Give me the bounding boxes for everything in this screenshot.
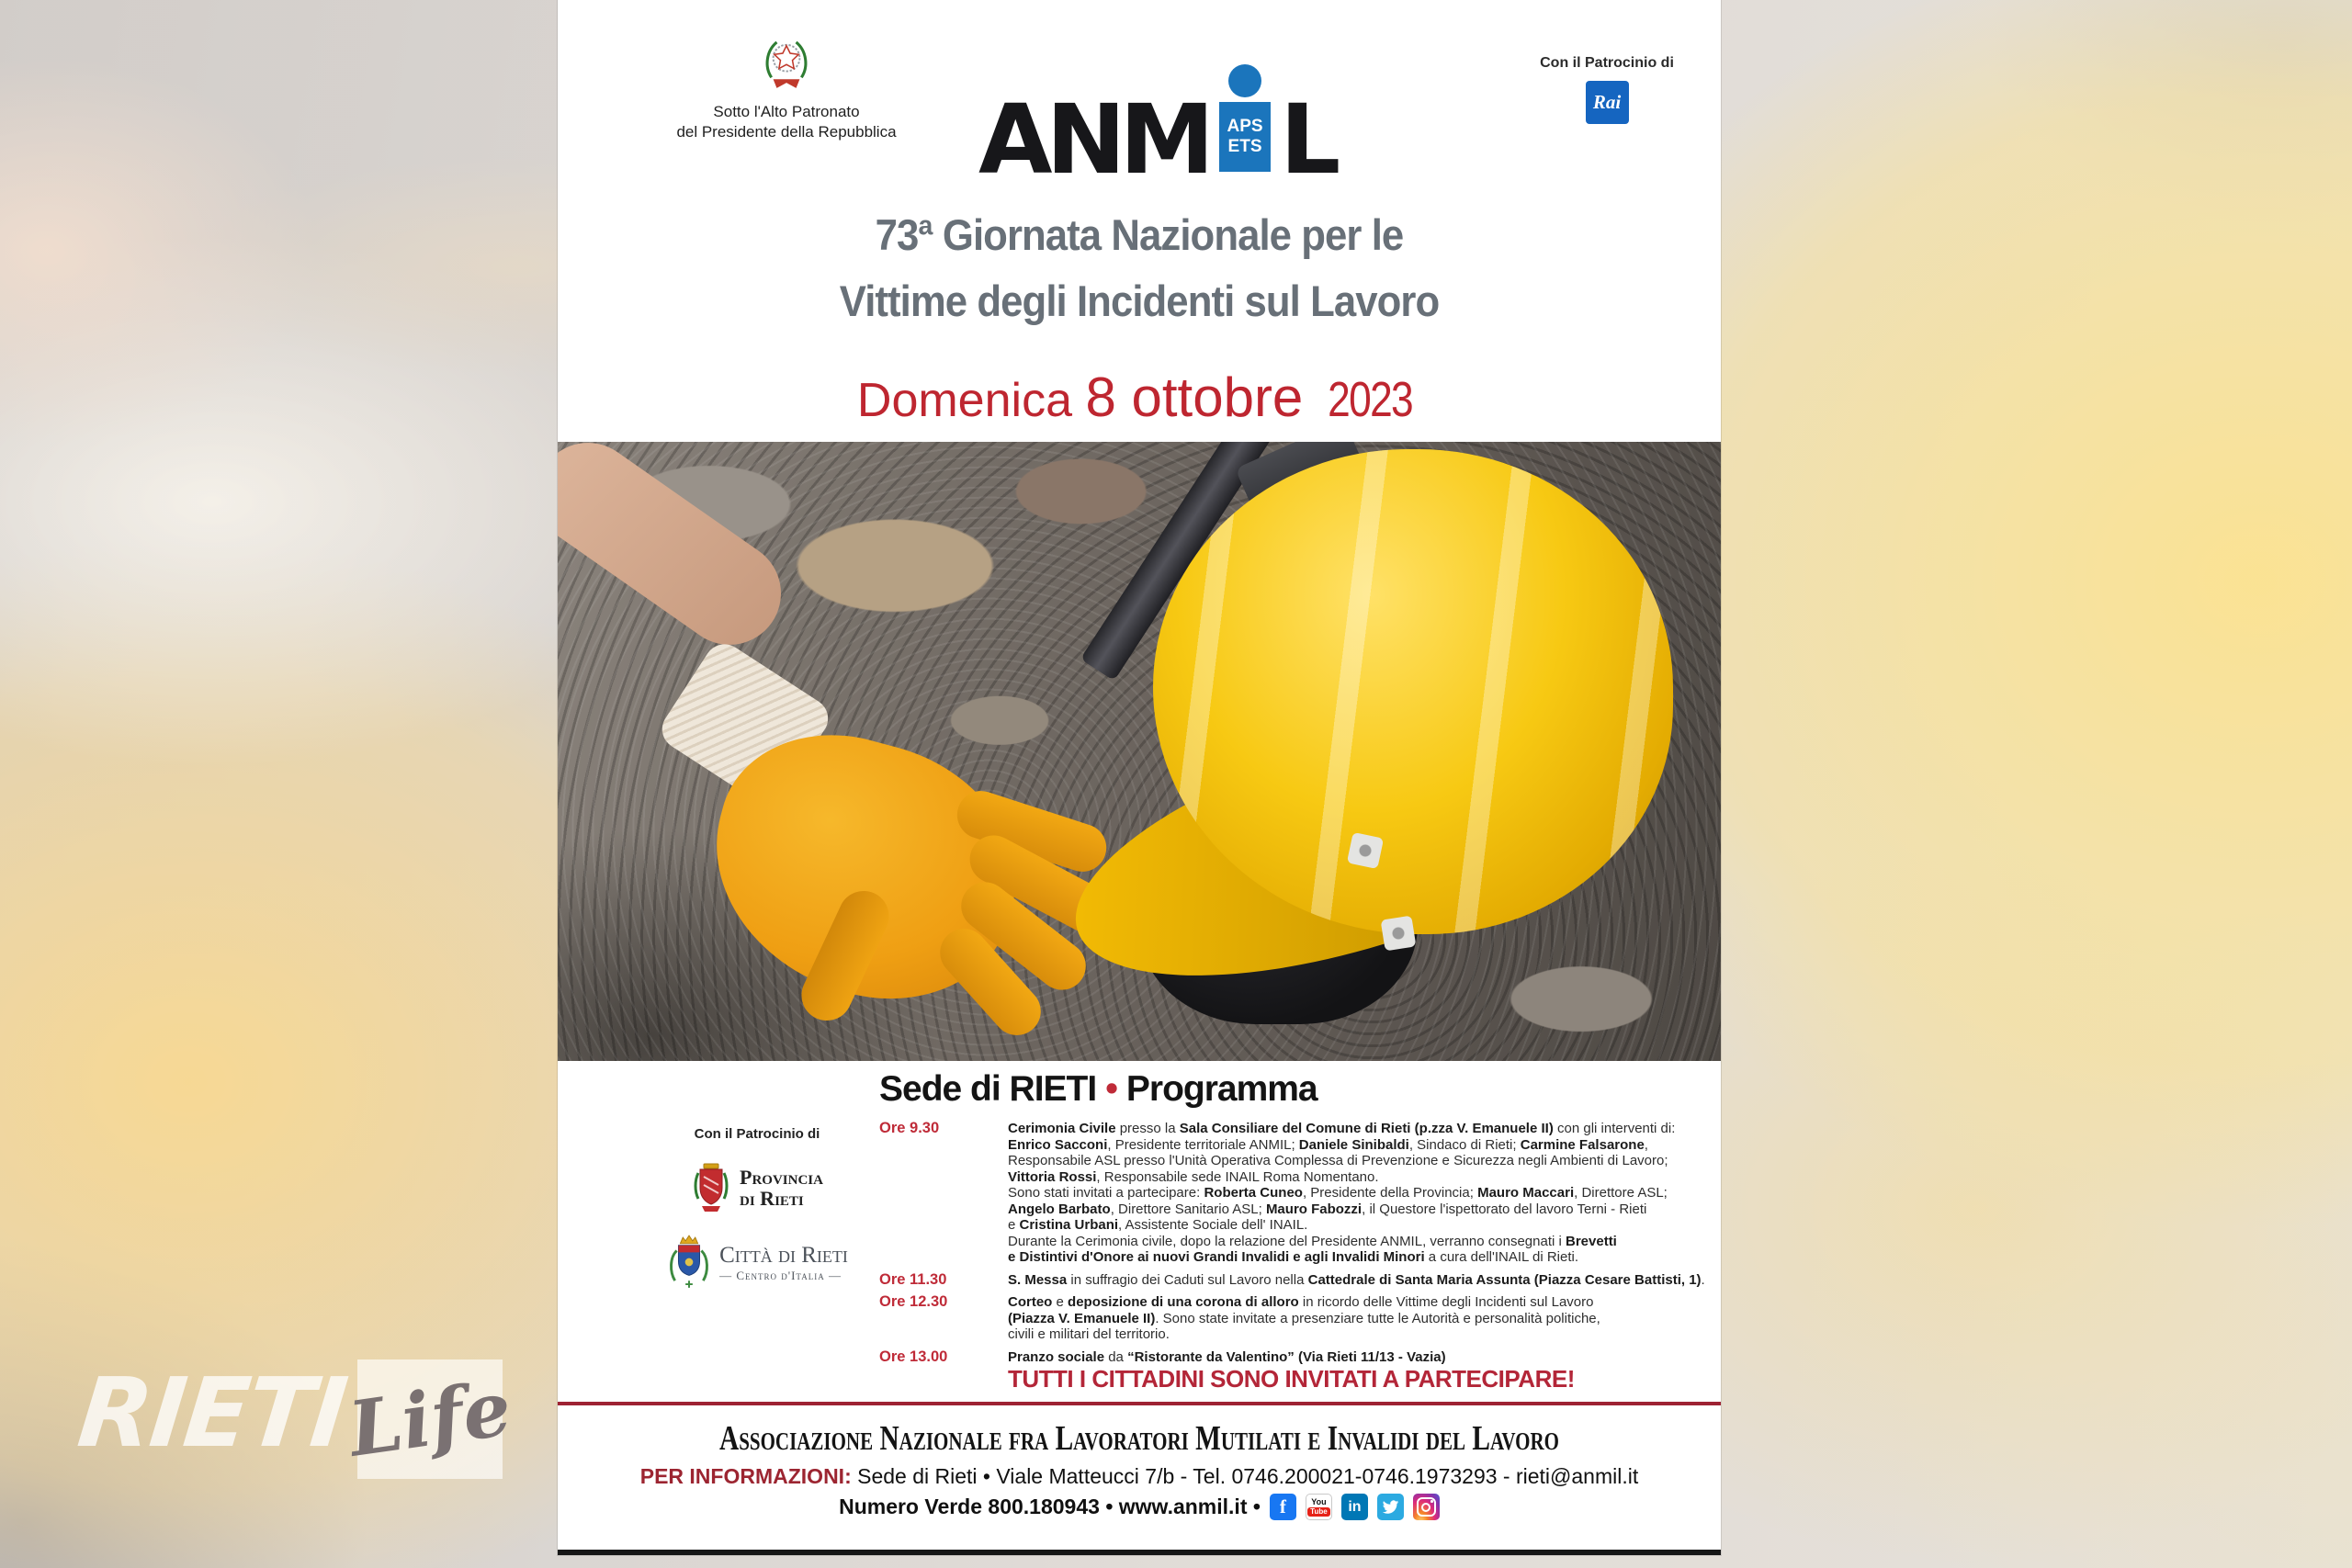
provincia-di-rieti-logo <box>642 1162 872 1213</box>
program-time: Ore 13.00 <box>879 1348 948 1365</box>
program-time: Ore 9.30 <box>879 1120 940 1136</box>
citta-name-text: Città di Rieti <box>719 1242 848 1268</box>
event-date <box>558 366 1721 429</box>
provincia-name-line2: di Rieti <box>740 1187 804 1210</box>
anmil-logo-i-figure <box>1219 64 1271 172</box>
linkedin-icon: in <box>1341 1494 1368 1520</box>
green-number-text: Numero Verde 800.180943 • www.anmil.it • <box>839 1495 1261 1518</box>
rai-patronage-label: Con il Patrocinio di <box>1540 55 1674 71</box>
twitter-icon <box>1377 1494 1404 1520</box>
program-time: Ore 12.30 <box>879 1293 948 1310</box>
program-description <box>1008 1272 1705 1289</box>
local-patronage-label: Con il Patrocinio di <box>694 1126 820 1142</box>
heading-bullet: • <box>1105 1069 1117 1109</box>
aps-label: APS <box>1227 117 1263 137</box>
helmet-strap-clip <box>1381 916 1417 952</box>
poster-bottom-border <box>558 1550 1721 1555</box>
program-line: e Distintivi d'Onore ai nuovi Grandi Invalidi e agli Invalidi Minori a cura dell'INAIL di Rieti. <box>1008 1249 1579 1265</box>
anmil-logo-anm: ANM <box>978 84 1209 196</box>
program-schedule <box>879 1120 1705 1393</box>
anmil-logo <box>978 64 1335 196</box>
program-line: Sono stati invitati a partecipare: Roberta Cuneo, Presidente della Provincia; Mauro Maccari, Direttore ASL; <box>1008 1185 1668 1201</box>
presidential-patronage <box>676 35 897 143</box>
rai-logo-text: Rai <box>1592 91 1622 113</box>
event-date-year: 2023 <box>1328 372 1413 427</box>
program-time: Ore 11.30 <box>879 1270 947 1288</box>
watermark-life-text: Life <box>344 1364 517 1474</box>
arm-illustration <box>558 442 801 665</box>
program-description <box>1008 1349 1446 1366</box>
anmil-logo-aps-ets-badge <box>1219 102 1271 172</box>
program-line: Durante la Cerimonia civile, dopo la relazione del Presidente ANMIL, verranno consegnati i Brevetti <box>1008 1233 1617 1249</box>
provincia-shield-icon <box>691 1162 731 1213</box>
program-row <box>879 1270 1705 1289</box>
citta-subtitle: — Centro d'Italia — <box>719 1268 842 1282</box>
program-line: Vittoria Rossi, Responsabile sede INAIL Roma Nomentano. <box>1008 1168 1379 1185</box>
anmil-logo-l: L <box>1280 84 1335 196</box>
anmil-logo-dot <box>1228 64 1261 97</box>
rai-patronage <box>1515 55 1699 124</box>
patronage-line2: del Presidente della Repubblica <box>676 123 897 141</box>
citta-name <box>719 1244 848 1281</box>
patronage-text <box>676 102 897 143</box>
patronage-line1: Sotto l'Alto Patronato <box>713 103 860 120</box>
red-divider-rule <box>558 1402 1721 1405</box>
info-label: PER INFORMAZIONI: <box>639 1464 858 1488</box>
info-text: Sede di Rieti • Viale Matteucci 7/b - Tel. 0746.200021-0746.1973293 - rieti@anmil.it <box>857 1464 1639 1488</box>
accident-photo-illustration <box>558 442 1721 1061</box>
program-line: Responsabile ASL presso l'Unità Operativa Complessa di Prevenzione e Sicurezza negli Ambienti di Lavoro; <box>1008 1153 1668 1168</box>
program-description <box>1008 1294 1600 1343</box>
program-row <box>879 1120 1676 1266</box>
program-line: Cerimonia Civile presso la Sala Consiliare del Comune di Rieti (p.zza V. Emanuele II) con gli interventi di: <box>1008 1121 1676 1136</box>
program-heading-right: Programma <box>1125 1069 1317 1109</box>
citta-shield-icon <box>666 1234 712 1291</box>
citta-di-rieti-logo <box>642 1234 872 1291</box>
contact-info-line <box>558 1464 1721 1489</box>
program-line: e Cristina Urbani, Assistente Sociale dell' INAIL. <box>1008 1217 1308 1233</box>
event-title-line1: 73ª Giornata Nazionale per le <box>875 210 1404 259</box>
rieti-life-watermark <box>73 1357 517 1479</box>
watermark-life-box <box>344 1359 517 1479</box>
program-heading-left: Sede di RIETI <box>879 1069 1097 1109</box>
helmet-strap-clip <box>1347 832 1384 869</box>
event-date-day-month: 8 ottobre <box>1085 367 1318 428</box>
program-line: Corteo e deposizione di una corona di alloro in ricordo delle Vittime degli Incidenti sul Lavoro <box>1008 1294 1594 1310</box>
anmil-event-poster <box>558 0 1721 1555</box>
watermark-rieti-text: RIETI <box>73 1357 351 1469</box>
event-title <box>598 202 1679 334</box>
youtube-icon: You Tube <box>1306 1494 1332 1520</box>
rai-logo <box>1586 81 1629 124</box>
program-line: Pranzo sociale da “Ristorante da Valentino” (Via Rieti 11/13 - Vazia) <box>1008 1348 1446 1365</box>
program-line: Enrico Sacconi, Presidente territoriale ANMIL; Daniele Sinibaldi, Sindaco di Rieti; Carmine Falsarone, <box>1008 1136 1648 1153</box>
instagram-icon <box>1413 1494 1440 1520</box>
program-description <box>1008 1121 1675 1266</box>
italy-emblem-icon <box>764 35 808 90</box>
event-title-line2: Vittime degli Incidenti sul Lavoro <box>839 276 1440 325</box>
program-line: Angelo Barbato, Direttore Sanitario ASL; Mauro Fabozzi, il Questore l'ispettorato del lavoro Terni - Rieti <box>1008 1201 1647 1217</box>
helmet-illustration <box>1153 449 1673 934</box>
association-full-name: Associazione Nazionale fra Lavoratori Mutilati e Invalidi del Lavoro <box>718 1418 1560 1458</box>
call-to-action: TUTTI I CITTADINI SONO INVITATI A PARTECIPARE! <box>1008 1365 1575 1393</box>
program-line: S. Messa in suffragio dei Caduti sul Lavoro nella Cattedrale di Santa Maria Assunta (Piazza Cesare Battisti, 1). <box>1008 1271 1705 1288</box>
provincia-name <box>740 1167 823 1209</box>
facebook-icon: f <box>1270 1494 1296 1520</box>
program-line: (Piazza V. Emanuele II). Sono state invitate a presenziare tutte le Autorità e personalità politiche, <box>1008 1310 1600 1326</box>
program-line: civili e militari del territorio. <box>1008 1326 1170 1342</box>
provincia-name-line1: Provincia <box>740 1165 823 1189</box>
local-patronage <box>642 1126 872 1291</box>
program-row <box>879 1349 1614 1366</box>
ets-label: ETS <box>1227 137 1262 156</box>
green-number-line <box>558 1494 1721 1520</box>
program-rows <box>879 1120 1705 1365</box>
program-heading <box>879 1069 1317 1110</box>
program-row <box>879 1294 1614 1343</box>
event-date-weekday: Domenica <box>856 374 1086 427</box>
